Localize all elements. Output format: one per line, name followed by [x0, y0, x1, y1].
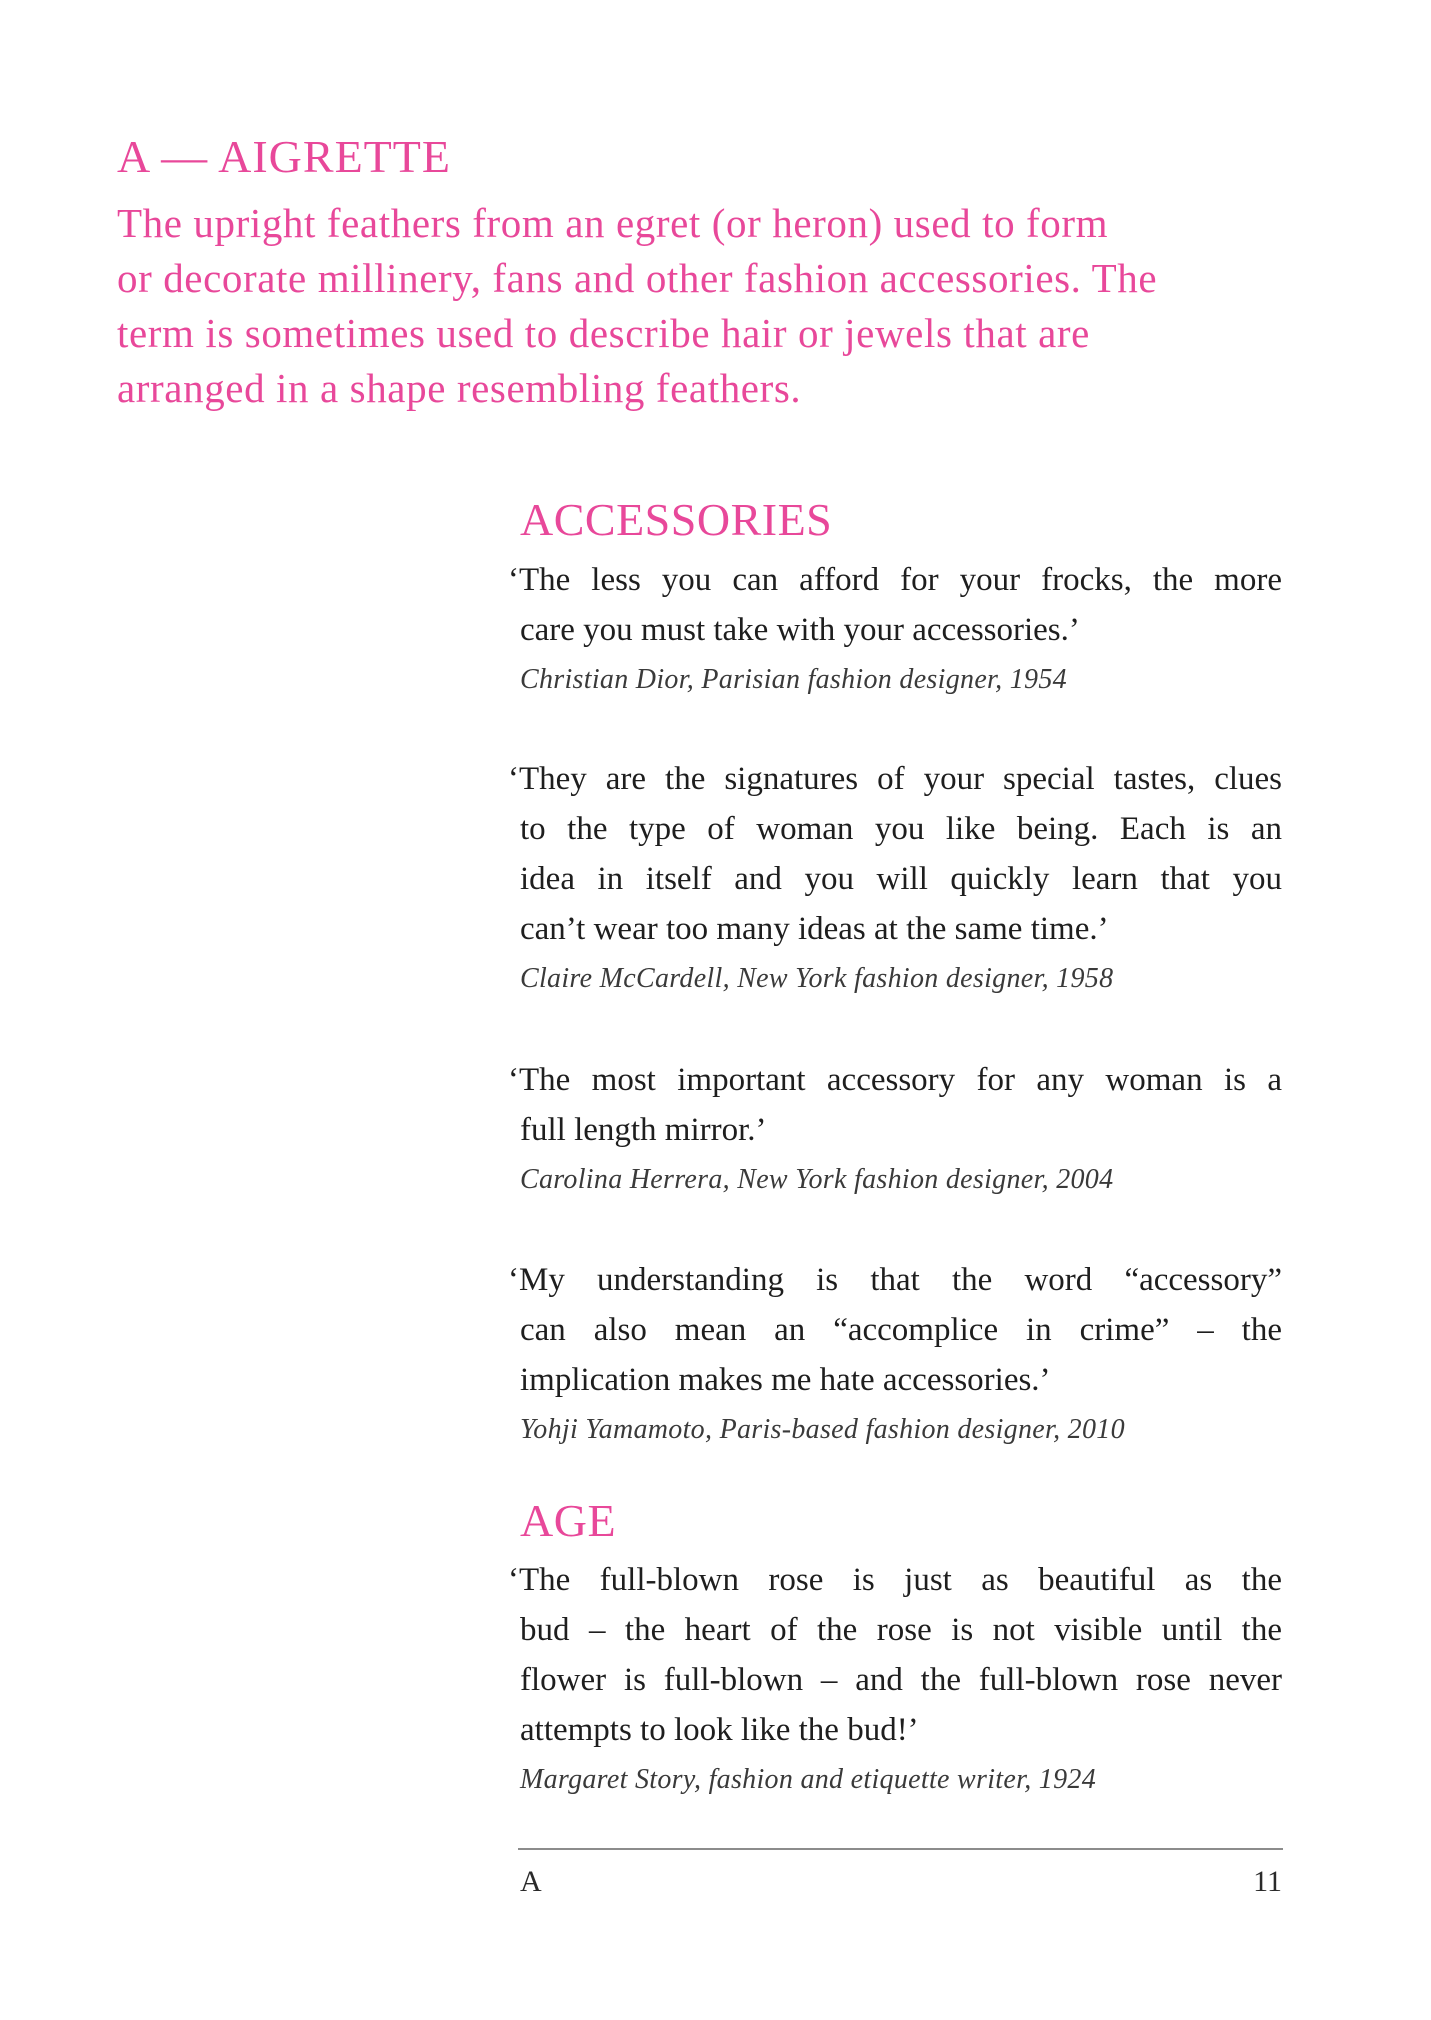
quote-line: ‘The full-blown rose is just as beautiful as the [508, 1562, 1282, 1598]
quote-line: ‘The most important accessory for any woman is a [508, 1062, 1282, 1098]
quote-block [508, 555, 1282, 705]
definition-line: The upright feathers from an egret (or heron) used to form [117, 200, 1109, 246]
quote-line: to the type of woman you like being. Each is an [520, 811, 1282, 847]
quote-text [508, 1555, 1282, 1755]
quote-line: can also mean an “accomplice in crime” – the [520, 1312, 1282, 1348]
quote-text [508, 1255, 1282, 1405]
entry-title: A — AIGRETTE [117, 131, 451, 182]
quote-line: ‘My understanding is that the word “accessory” [508, 1262, 1282, 1298]
quote-attribution: Claire McCardell, New York fashion designer, 1958 [520, 963, 1114, 994]
quote-line: care you must take with your accessories.’ [520, 612, 1080, 648]
quote-block [508, 1055, 1282, 1205]
definition-line: or decorate millinery, fans and other fashion accessories. The [117, 255, 1158, 301]
footer-section-letter: A [520, 1865, 542, 1898]
footer-rule [518, 1848, 1283, 1850]
quote-attribution: Margaret Story, fashion and etiquette writer, 1924 [520, 1764, 1097, 1795]
quote-block [508, 1255, 1282, 1455]
quote-text [508, 754, 1282, 954]
quote-block [508, 1555, 1282, 1805]
quote-line: ‘The less you can afford for your frocks, the more [508, 562, 1282, 598]
definition-line: arranged in a shape resembling feathers. [117, 365, 802, 411]
section-heading-age: AGE [520, 1495, 617, 1546]
quote-text [508, 1055, 1282, 1155]
quote-line: flower is full-blown – and the full-blown rose never [520, 1662, 1282, 1698]
quote-line: implication makes me hate accessories.’ [520, 1362, 1051, 1398]
quote-attribution: Carolina Herrera, New York fashion designer, 2004 [520, 1164, 1114, 1195]
definition-line: term is sometimes used to describe hair or jewels that are [117, 310, 1090, 356]
section-heading-accessories: ACCESSORIES [520, 494, 833, 545]
quote-line: full length mirror.’ [520, 1112, 767, 1148]
page-number: 11 [1253, 1865, 1282, 1898]
quote-text [508, 555, 1282, 655]
quote-block [508, 754, 1282, 1004]
quote-line: ‘They are the signatures of your special tastes, clues [508, 761, 1282, 797]
quote-line: bud – the heart of the rose is not visible until the [520, 1612, 1282, 1648]
quote-attribution: Christian Dior, Parisian fashion designer, 1954 [520, 664, 1067, 695]
quote-line: attempts to look like the bud!’ [520, 1712, 919, 1748]
quote-line: idea in itself and you will quickly learn that you [520, 861, 1282, 897]
quote-attribution: Yohji Yamamoto, Paris-based fashion designer, 2010 [520, 1414, 1125, 1445]
quote-line: can’t wear too many ideas at the same time.’ [520, 911, 1109, 947]
entry-definition [117, 196, 1277, 416]
